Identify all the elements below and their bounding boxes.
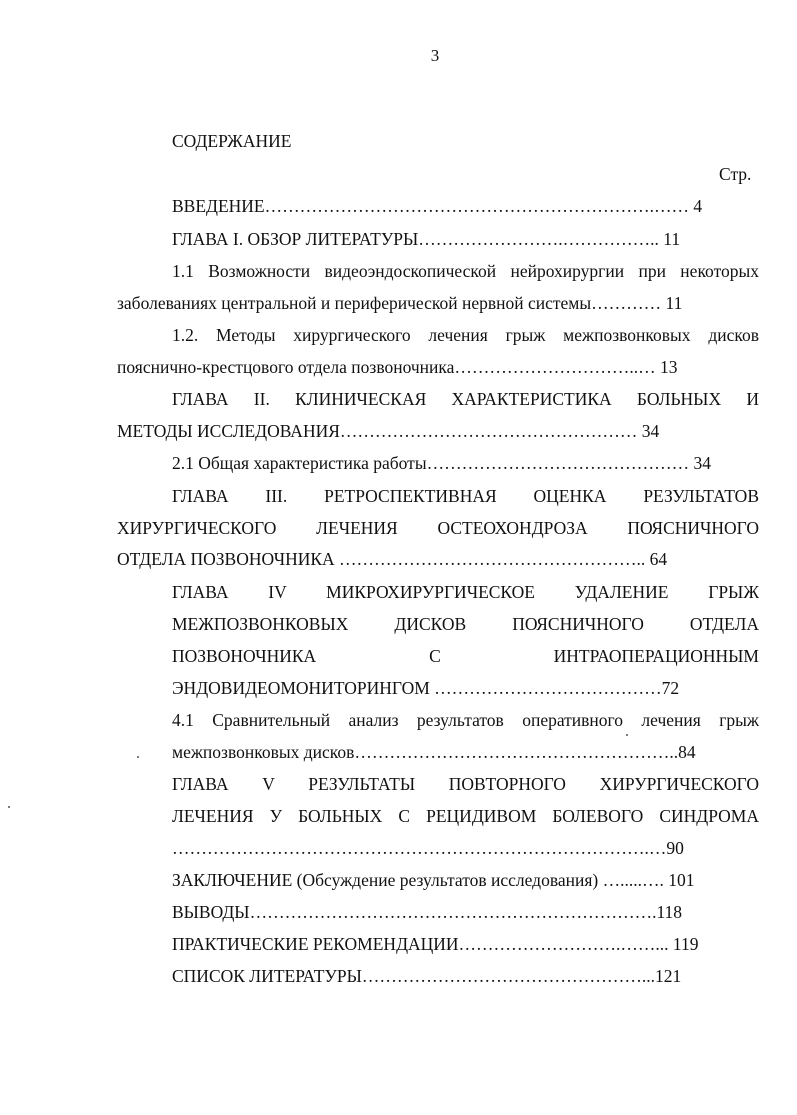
toc-entry-conclusion: ЗАКЛЮЧЕНИЕ (Обсуждение результатов исследования) ….....…. 101 [172, 870, 695, 890]
toc-entry-1-2-line-2: пояснично-крестцового отдела позвоночника…………………………..… 13 [117, 357, 678, 377]
toc-entry-4-1-line-2: межпозвонковых дисков………………………………………………..84 [172, 742, 696, 762]
toc-entry-chapter-1: ГЛАВА I. ОБЗОР ЛИТЕРАТУРЫ…………………….…………….. 11 [172, 229, 681, 249]
toc-entry-4-1-line-1: 4.1 Сравнительный анализ результатов оперативного лечения грыж [172, 710, 759, 730]
scan-speck [626, 734, 628, 736]
toc-entry-chapter-2-line-1: ГЛАВА II. КЛИНИЧЕСКАЯ ХАРАКТЕРИСТИКА БОЛЬНЫХ И [172, 389, 759, 409]
toc-title: СОДЕРЖАНИЕ [172, 131, 292, 151]
toc-entry-introduction: ВВЕДЕНИЕ………………………………………………………….…… 4 [172, 196, 703, 216]
page-column-header: Стр. [719, 164, 752, 184]
toc-entry-chapter-3-line-2: ХИРУРГИЧЕСКОГО ЛЕЧЕНИЯ ОСТЕОХОНДРОЗА ПОЯСНИЧНОГО [117, 518, 759, 538]
toc-entry-1-1-line-2: заболеваниях центральной и периферической нервной системы………… 11 [117, 293, 683, 313]
scan-speck [8, 806, 10, 808]
toc-entry-chapter-3-line-1: ГЛАВА III. РЕТРОСПЕКТИВНАЯ ОЦЕНКА РЕЗУЛЬТАТОВ [172, 486, 759, 506]
toc-entry-chapter-3-line-3: ОТДЕЛА ПОЗВОНОЧНИКА …………………………………………….. 64 [117, 549, 668, 569]
toc-entry-chapter-4-line-4: ЭНДОВИДЕОМОНИТОРИНГОМ …………………………………72 [172, 678, 680, 698]
toc-entry-chapter-4-line-3: ПОЗВОНОЧНИКА С ИНТРАОПЕРАЦИОННЫМ [172, 646, 759, 666]
toc-entry-chapter-5-line-2: ЛЕЧЕНИЯ У БОЛЬНЫХ С РЕЦИДИВОМ БОЛЕВОГО СИНДРОМА [172, 806, 759, 826]
toc-entry-chapter-4-line-2: МЕЖПОЗВОНКОВЫХ ДИСКОВ ПОЯСНИЧНОГО ОТДЕЛА [172, 614, 759, 634]
toc-entry-chapter-5-line-1: ГЛАВА V РЕЗУЛЬТАТЫ ПОВТОРНОГО ХИРУРГИЧЕСКОГО [172, 774, 759, 794]
toc-entry-1-1-line-1: 1.1 Возможности видеоэндоскопической нейрохирургии при некоторых [172, 261, 759, 281]
toc-entry-findings: ВЫВОДЫ…………………………………………………………….118 [172, 902, 683, 922]
scan-speck [137, 756, 139, 758]
toc-entry-recommendations: ПРАКТИЧЕСКИЕ РЕКОМЕНДАЦИИ……………………….……... 119 [172, 934, 699, 954]
toc-entry-1-2-line-1: 1.2. Методы хирургического лечения грыж межпозвонковых дисков [172, 325, 759, 345]
page-number: 3 [430, 46, 440, 65]
toc-entry-2-1: 2.1 Общая характеристика работы……………………………………… 34 [172, 453, 711, 473]
toc-entry-chapter-2-line-2: МЕТОДЫ ИССЛЕДОВАНИЯ…………………………………………… 34 [117, 421, 660, 441]
toc-entry-references: СПИСОК ЛИТЕРАТУРЫ…………………………………………...121 [172, 966, 682, 986]
toc-entry-chapter-5-line-3: ……………………………………………………………………….…90 [172, 838, 684, 858]
toc-entry-chapter-4-line-1: ГЛАВА IV МИКРОХИРУРГИЧЕСКОЕ УДАЛЕНИЕ ГРЫЖ [172, 582, 759, 602]
